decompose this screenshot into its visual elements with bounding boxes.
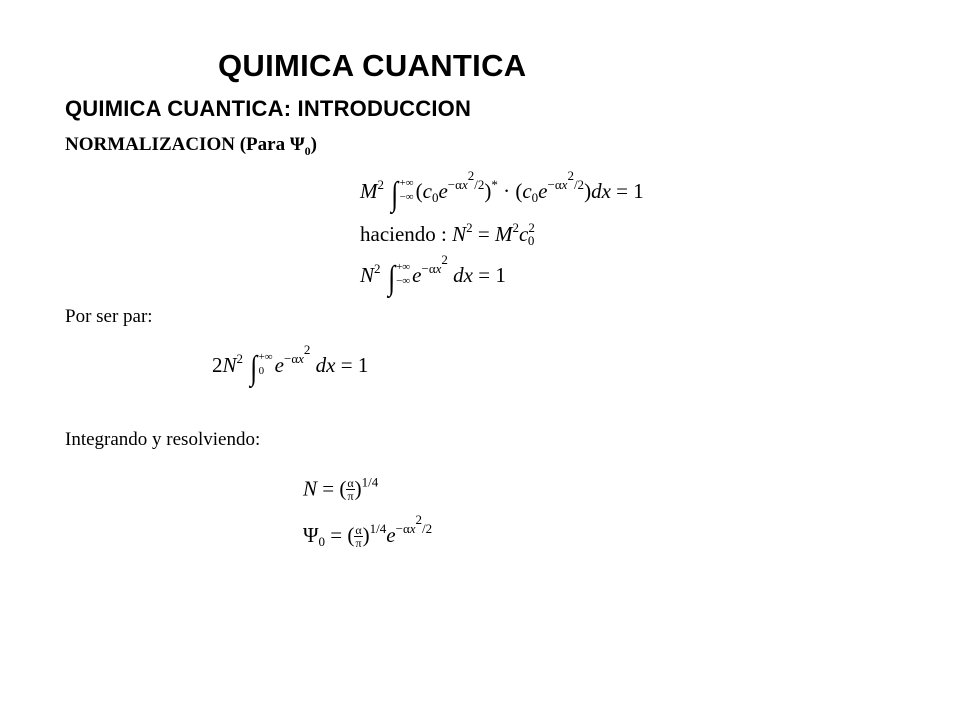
integral-sign: ∫ — [391, 176, 399, 213]
por-ser-par-label: Por ser par: — [65, 306, 153, 327]
alpha-over-pi: $\frac{\alpha}{\pi}$ — [347, 476, 354, 503]
integral-limits: +∞ 0 — [258, 351, 273, 378]
substitution-equation: haciendo : $N^2 = M^2c^2_0$ — [360, 220, 535, 248]
n-solution-equation: N = ( $\frac{\alpha}{\pi}$ )$^{1/4}$ — [303, 474, 379, 503]
integrando-label: Integrando y resolviendo: — [65, 429, 261, 450]
reduced-equation: $N^2$ ∫ +∞ −∞ $e^{-\alpha x^2}$ dx = 1 — [360, 252, 506, 297]
integral-limits: +∞ −∞ — [399, 177, 414, 204]
even-function-equation: $2N^2$ ∫ +∞ 0 $e^{-\alpha x^2}$ dx = 1 — [212, 342, 369, 387]
integral-limits: +∞ −∞ — [396, 261, 411, 288]
normalization-equation: $M^2$ ∫ +∞ −∞ $(c_0e^{-\alpha x^2/2})^* \cdot (c_0e^{-\alpha x^2/2})dx = 1$ — [360, 168, 644, 213]
section-label: NORMALIZACION (Para Ψ — [65, 134, 305, 155]
integral-sign: ∫ — [250, 350, 258, 387]
section-heading — [65, 134, 317, 159]
page-title: QUIMICA CUANTICA — [218, 48, 527, 83]
psi0-solution-equation: $\Psi_0$ = ( $\frac{\alpha}{\pi}$ )$^{1/4}e^{-\alpha x^2/2}$ — [303, 512, 433, 550]
section-subscript: 0 — [304, 143, 311, 158]
page-subtitle: QUIMICA CUANTICA: INTRODUCCION — [65, 96, 472, 121]
section-close: ) — [310, 134, 317, 155]
alpha-over-pi: $\frac{\alpha}{\pi}$ — [355, 522, 362, 550]
integral-sign: ∫ — [387, 260, 395, 297]
